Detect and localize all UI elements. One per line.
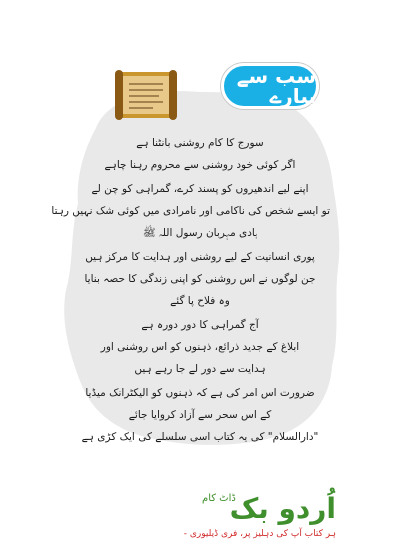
poem-line: پوری انسانیت کے لیے روشنی اور ہدایت کا مرکز ہیں: [85, 251, 315, 263]
poem-line: ہدایت سے دور لے جا رہے ہیں: [134, 363, 266, 375]
title-badge: [221, 63, 319, 109]
poem-line: اگر کوئی خود روشنی سے محروم رہنا چاہے: [104, 159, 296, 171]
urdu-book-logo: [183, 492, 336, 545]
poem-line: کے اس سحر سے آزاد کروایا جائے: [128, 409, 272, 421]
logo-tagline: ہر کتاب آپ کی دہلیز پر، فری ڈیلیوری -: [183, 529, 336, 539]
logo-name: اُردو بک: [229, 492, 336, 525]
poem-line: تو ایسے شخص کی ناکامی اور نامرادی میں کوئی شک نہیں رہتا: [51, 205, 330, 217]
poem-line: اپنے لیے اندھیروں کو پسند کرے، گمراہی کو چن لے: [91, 183, 309, 195]
poem-line: "دارالسلام" کی یہ کتاب اسی سلسلے کی ایک کڑی ہے: [81, 431, 319, 443]
logo-dotcom: ڈاٹ کام: [202, 493, 236, 504]
poem-line: ہادی مہربان رسول اللہ ﷺ: [143, 227, 257, 239]
poem-line: وہ فلاح پا گئے: [170, 295, 230, 307]
poem-line: ابلاغ کے جدید ذرائع، ذہنوں کو اس روشنی اور: [100, 341, 300, 353]
badge-title: سب سے پیارے: [236, 64, 316, 108]
poem-line: جن لوگوں نے اس روشنی کو اپنی زندگی کا حصہ بنایا: [84, 273, 316, 285]
poem-line: سورج کا کام روشنی بانٹنا ہے: [136, 137, 264, 149]
scroll-icon: [113, 66, 179, 124]
poem-line: ضرورت اس امر کی ہے کہ ذہنوں کو الیکٹرانک میڈیا: [85, 387, 315, 399]
poem-line: آج گمراہی کا دور دورہ ہے: [141, 319, 259, 331]
